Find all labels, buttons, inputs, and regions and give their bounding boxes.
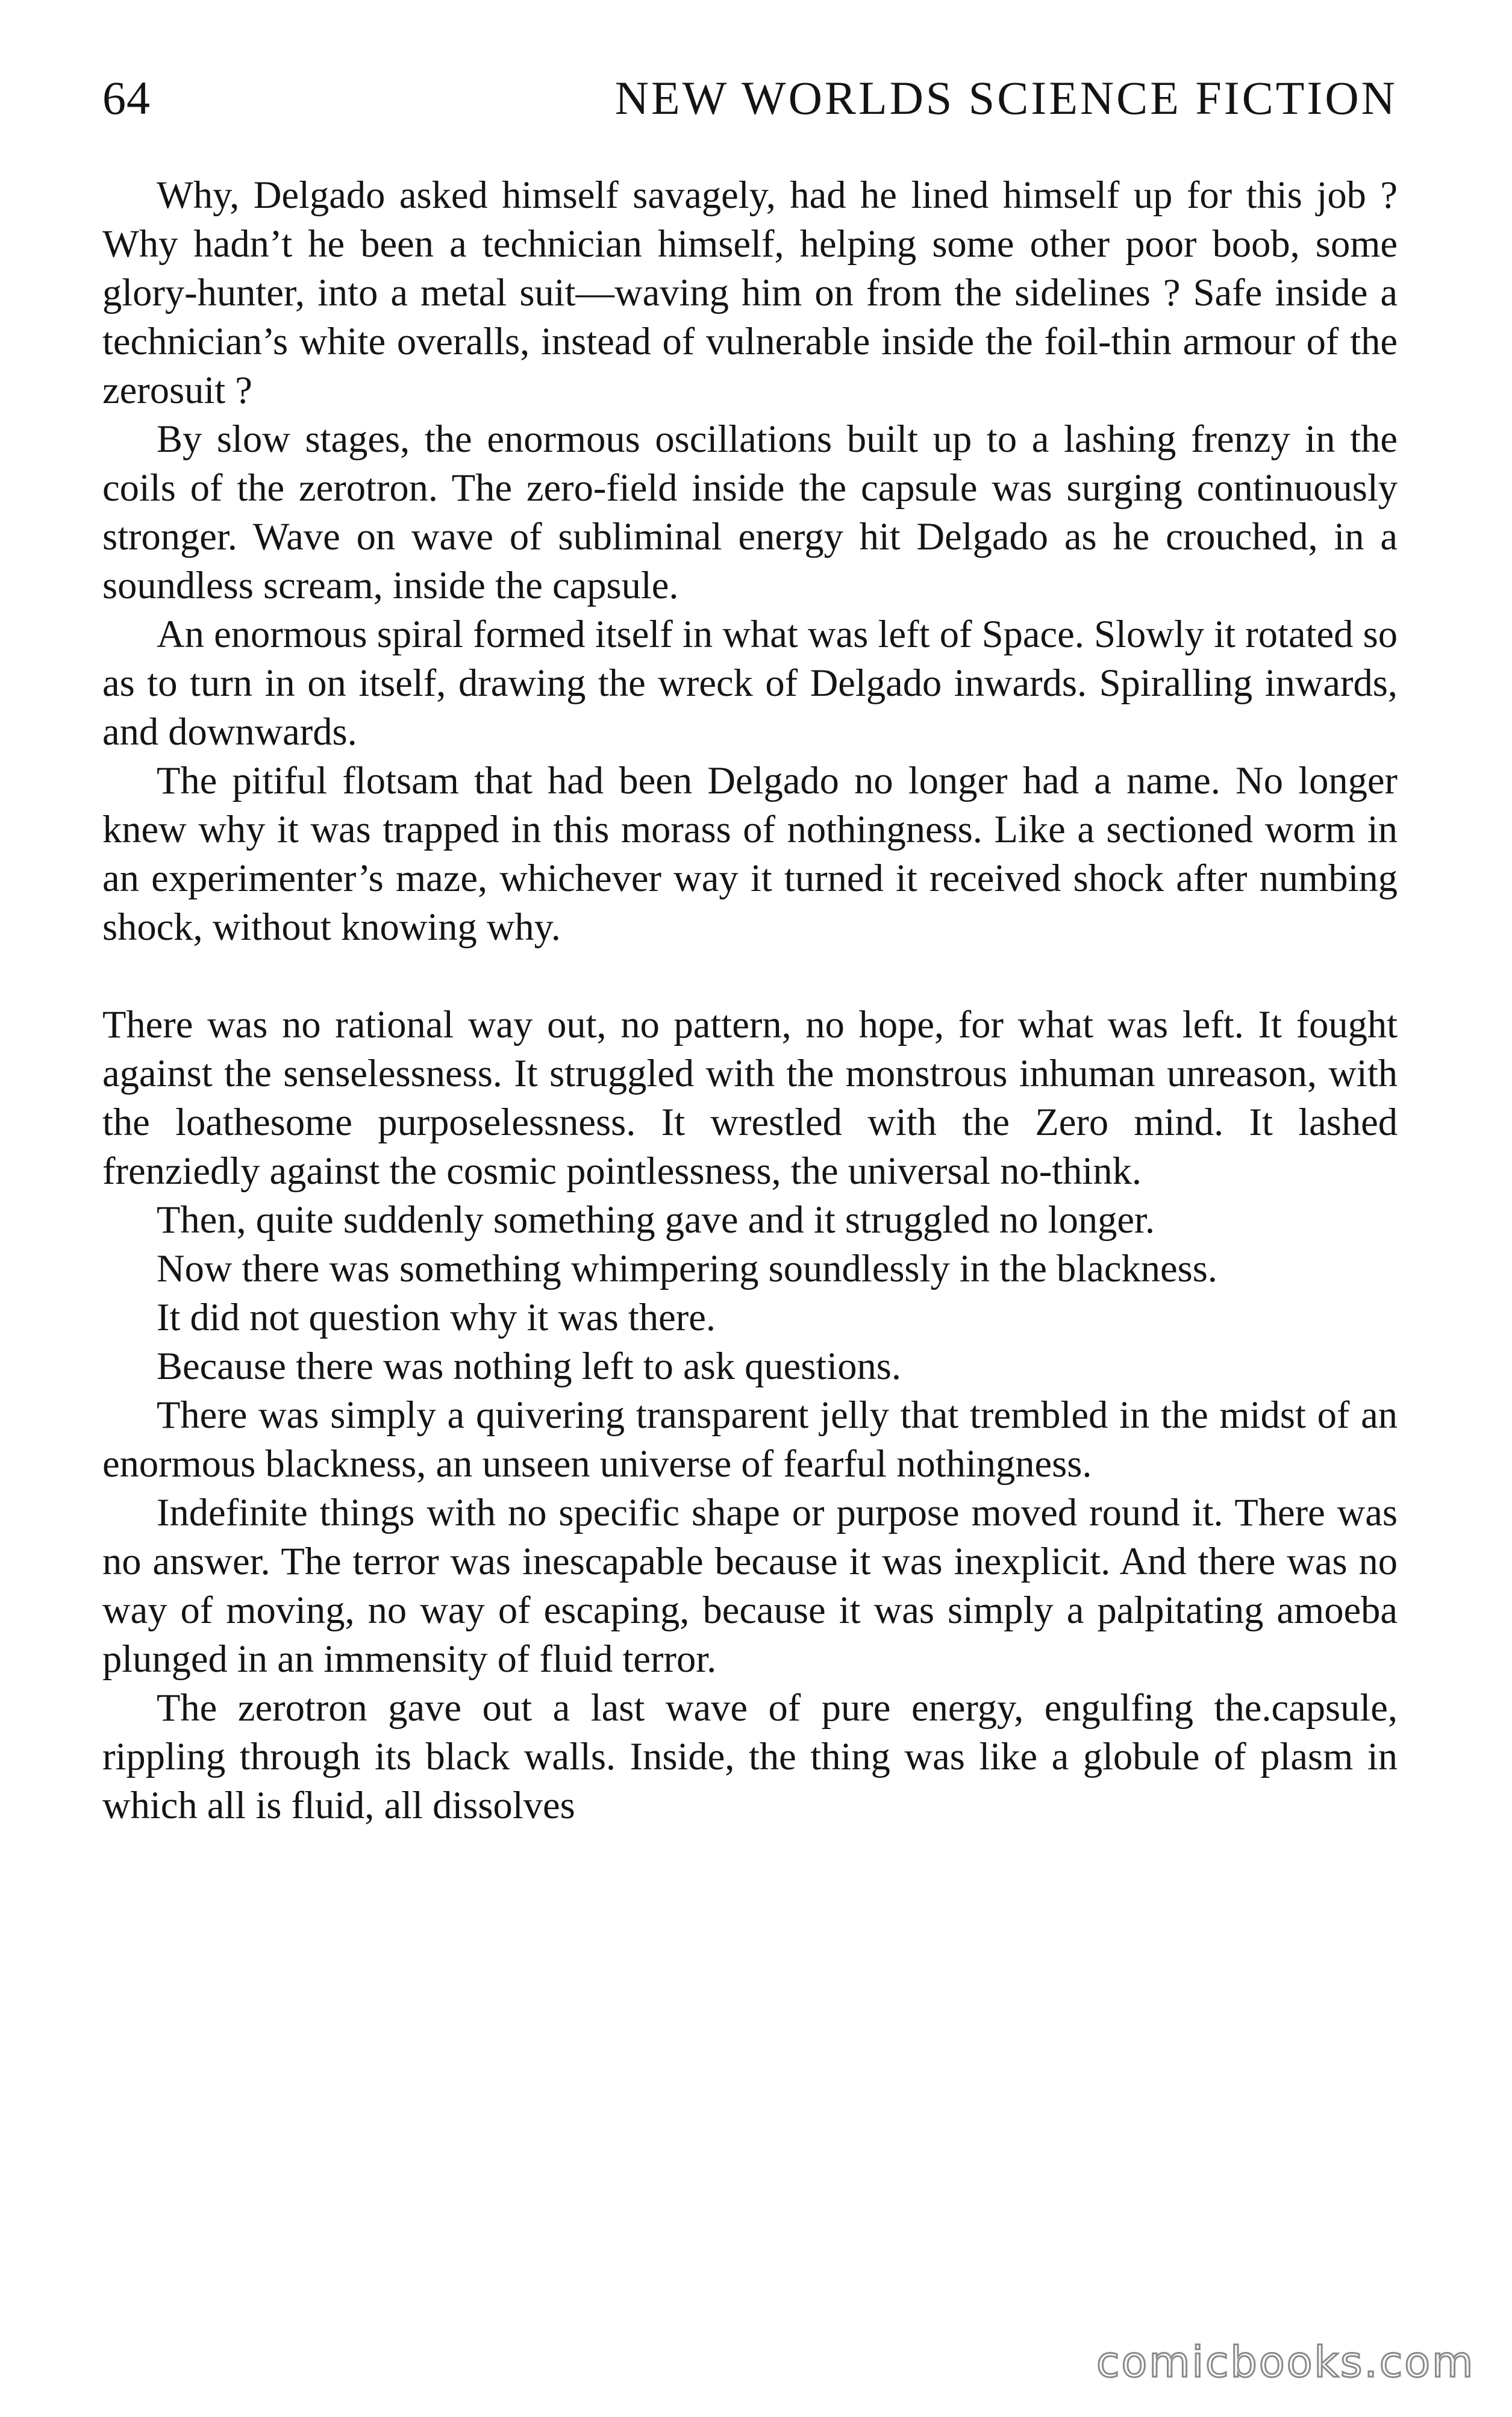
paragraph: The zerotron gave out a last wave of pure energy, engulfing the.capsule, rippling through its black walls. Inside, the thing was like a globule of plasm in which all is fluid, all dissolves <box>102 1686 1398 1827</box>
paragraph: The pitiful flotsam that had been Delgado no longer had a name. No longer knew why it was trapped in this morass of nothingness. Like a sectioned worm in an experimenter’s maze, whichever way it turned it received shock after numbing shock, without knowing why. <box>102 759 1398 948</box>
paragraph: Indefinite things with no specific shape or purpose moved round it. There was no answer. The terror was inescapable because it was inexplicit. And there was no way of moving, no way of escaping, because it was simply a palpitating amoeba plunged in an immensity of fluid terror. <box>102 1491 1398 1680</box>
paragraph: Because there was nothing left to ask questions. <box>157 1345 901 1387</box>
running-head: NEW WORLDS SCIENCE FICTION <box>614 72 1398 124</box>
body-text <box>102 170 1398 1830</box>
page-header <box>102 71 1398 137</box>
paragraph: Now there was something whimpering soundlessly in the blackness. <box>157 1247 1217 1290</box>
paragraph: An enormous spiral formed itself in what was left of Space. Slowly it rotated so as to turn in on itself, drawing the wreck of Delgado inwards. Spiralling inwards, and downwards. <box>102 613 1398 753</box>
paragraph: There was simply a quivering transparent jelly that trembled in the midst of an enormous blackness, an unseen universe of fearful nothingness. <box>102 1393 1398 1485</box>
watermark: comicbooks.com <box>1096 2337 1475 2387</box>
page-number: 64 <box>102 72 151 124</box>
paragraph: Why, Delgado asked himself savagely, had he lined himself up for this job ? Why hadn’t he been a technician himself, helping some other poor boob, some glory-hunter, into a metal suit—waving him on from the sidelines ? Safe inside a technician’s white overalls, instead of vulnerable inside the foil-thin armour of the zerosuit ? <box>102 174 1398 411</box>
paragraph: Then, quite suddenly something gave and it struggled no longer. <box>157 1198 1155 1241</box>
paragraph: There was no rational way out, no pattern, no hope, for what was left. It fought against the senselessness. It struggled with the monstrous inhuman unreason, with the loathesome purposelessness. It wrestled with the Zero mind. It lashed frenziedly against the cosmic pointlessness, the universal no-think. <box>102 1003 1398 1192</box>
paragraph: By slow stages, the enormous oscillations built up to a lashing frenzy in the coils of the zerotron. The zero-field inside the capsule was surging continuously stronger. Wave on wave of subliminal energy hit Delgado as he crouched, in a soundless scream, inside the capsule. <box>102 417 1398 607</box>
paragraph: It did not question why it was there. <box>157 1296 716 1339</box>
